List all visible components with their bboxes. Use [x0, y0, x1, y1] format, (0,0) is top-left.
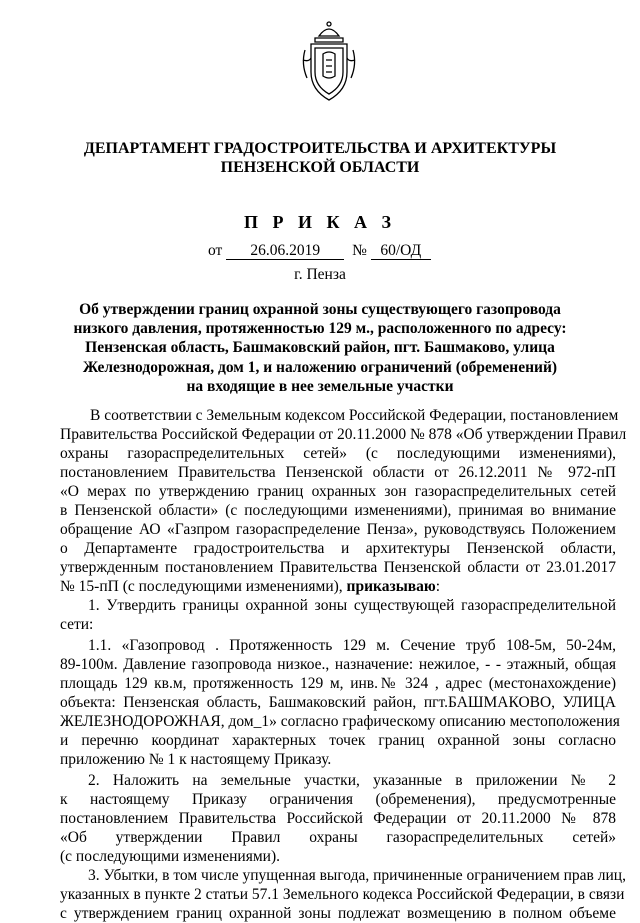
body-line — [60, 577, 616, 596]
subject-line: низкого давления, протяженностью 129 м., расположенного по адресу: — [73, 320, 567, 338]
department-name-line-2: ПЕНЗЕНСКОЙ ОБЛАСТИ — [220, 159, 420, 176]
body-line: ЖЕЛЕЗНОДОРОЖНАЯ, дом_1» согласно графическому описанию местоположения — [60, 713, 620, 730]
body-line: «Об утверждении Правил охраны газораспределительных сетей» — [60, 829, 616, 846]
subject-line: Пензенская область, Башмаковский район, пгт. Башмаково, улица — [85, 339, 555, 357]
body-line: «О мерах по утверждению границ охранных зон газораспределительных сетей — [60, 483, 616, 500]
body-line: утвержденным постановлением Правительства Пензенской области от 23.01.2017 — [60, 559, 616, 576]
subject-line: Об утверждении границ охранной зоны существующего газопровода — [79, 301, 561, 318]
body-line: приложению № 1 к настоящему Приказу. — [60, 751, 332, 768]
order-subject — [0, 300, 640, 396]
body-line: В соответствии с Земельным кодексом Российской Федерации, постановлением — [90, 407, 619, 424]
body-line: (с последующими изменениями). — [60, 848, 280, 865]
body-line: 3. Убытки, в том числе упущенная выгода, причиненные ограничением прав лиц, — [88, 867, 626, 884]
body-line: охраны газораспределительных сетей» (с последующими изменениями), — [60, 445, 616, 462]
order-title: П Р И К А З — [243, 212, 397, 232]
body-line: о Департаменте градостроительства и архитектуры Пензенской области, — [60, 540, 616, 557]
department-name-line-1: ДЕПАРТАМЕНТ ГРАДОСТРОИТЕЛЬСТВА И АРХИТЕКТУРЫ — [83, 140, 557, 157]
body-line: 2. Наложить на земельные участки, указанные в приложении № 2 — [88, 772, 616, 789]
order-number: 60/ОД — [371, 243, 431, 260]
body-line: 89-100м. Давление газопровода низкое., назначение: нежилое, - - этажный, общая — [60, 656, 616, 673]
coat-of-arms-icon — [297, 20, 361, 104]
body-line: постановлением Правительства Пензенской области от 26.12.2011 № 972-пП — [60, 464, 616, 481]
order-date: 26.06.2019 — [226, 243, 344, 260]
date-number-line — [208, 242, 431, 260]
body-line: обращение АО «Газпром газораспределение Пенза», руководствуясь Положением — [60, 521, 616, 538]
body-line: 1.1. «Газопровод . Протяженность 129 м. Сечение труб 108-5м, 50-24м, — [88, 637, 616, 654]
body-line: и перечню координат характерных точек границ охранной зоны согласно — [60, 732, 616, 749]
date-prefix: от — [208, 242, 223, 259]
body-line-text: № 15-пП (с последующими изменениями), — [60, 578, 347, 595]
body-line: к настоящему Приказу ограничения (обременения), предусмотренные — [60, 791, 616, 808]
number-prefix: № — [352, 242, 367, 259]
orders-colon: : — [435, 578, 441, 595]
body-line: 1. Утвердить границы охранной зоны существующей газораспределительной — [88, 597, 616, 614]
body-line: постановлением Правительства Российской Федерации от 20.11.2000 № 878 — [60, 810, 616, 827]
subject-line: на входящие в нее земельные участки — [186, 377, 454, 395]
body-line: объекта: Пензенская область, Башмаковский район, пгт.БАШМАКОВО, УЛИЦА — [60, 694, 616, 711]
body-line: Правительства Российской Федерации от 20.11.2000 № 878 «Об утверждении Правил — [60, 426, 627, 443]
subject-line: Железнодорожная, дом 1, и наложению ограничений (обременений) — [82, 358, 558, 376]
body-line: площадь 129 кв.м, протяженность 129 м, инв.№ 324 , адрес (местонахождение) — [60, 675, 616, 692]
city: г. Пенза — [294, 266, 346, 283]
body-line: с утверждением границ охранной зоны подлежат возмещению в полном объеме — [60, 905, 616, 922]
orders-word: приказываю — [346, 578, 436, 595]
body-line: указанных в пункте 2 статьи 57.1 Земельного кодекса Российской Федерации, в связи — [60, 886, 625, 903]
body-line: сети: — [60, 616, 94, 633]
body-line: в Пензенской области» (с последующими изменениями), принимая во внимание — [60, 502, 616, 519]
